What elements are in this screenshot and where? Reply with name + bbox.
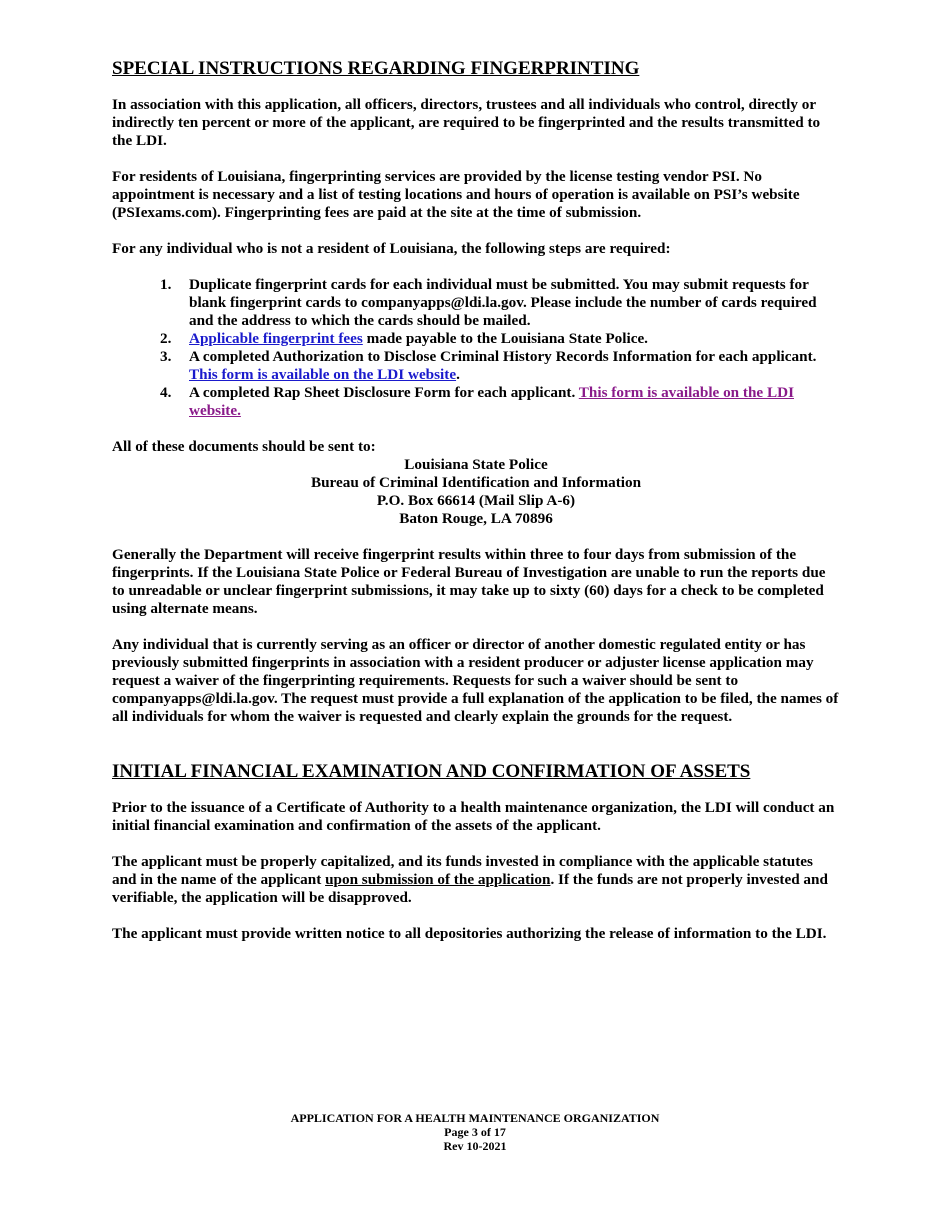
step-number: 2. [160, 330, 172, 347]
step-number: 1. [160, 276, 172, 293]
non-residents-paragraph: For any individual who is not a resident of Louisiana, the following steps are required: [112, 240, 671, 257]
list-item [112, 384, 840, 420]
processing-time-paragraph: Generally the Department will receive fingerprint results within three to four days from submission of the fingerprints. If the Louisiana State Police or Federal Bureau of Investigation are unable to run the reports due to unreadable or unclear fingerprint submissions, it may take up to sixty (60) days for a check to be completed using alternate means. [112, 546, 826, 617]
fingerprint-fees-link[interactable]: Applicable fingerprint fees [189, 330, 363, 347]
depositories-notice-paragraph: The applicant must provide written notice to all depositories authorizing the release of information to the LDI. [112, 925, 827, 942]
address-line: P.O. Box 66614 (Mail Slip A-6) [376, 492, 576, 509]
footer-page-number: Page 3 of 17 [444, 1125, 506, 1139]
mailing-address [112, 456, 840, 528]
capitalization-text-end: . If the funds are not properly invested and verifiable, the application will be disapproved. [112, 871, 828, 906]
fingerprint-requirement-paragraph: In association with this application, all officers, directors, trustees and all individuals who control, directly or indirectly ten percent or more of the applicant, are required to be fingerprinted and the results transmitted to the LDI. [112, 96, 821, 149]
list-item [112, 330, 840, 348]
capitalization-paragraph [112, 853, 840, 907]
step-text-end: . [456, 366, 460, 383]
required-steps-list [112, 276, 840, 420]
waiver-paragraph: Any individual that is currently serving as an officer or director of another domestic regulated entity or has previously submitted fingerprints in association with a resident producer or adjuster license application may request a waiver of the fingerprinting requirements. Requests for such a waiver should be sent to companyapps@ldi.la.gov. The request must provide a full explanation of the application to be filed, the names of all individuals for whom the waiver is requested and clearly explain the grounds for the request. [112, 636, 839, 725]
list-item [112, 276, 840, 330]
step-number: 3. [160, 348, 172, 365]
send-to-label: All of these documents should be sent to: [112, 438, 376, 455]
fingerprinting-heading: SPECIAL INSTRUCTIONS REGARDING FINGERPRINTING [112, 58, 640, 79]
page-footer [0, 1111, 950, 1153]
address-line: Bureau of Criminal Identification and Information [310, 474, 642, 491]
step-text: Duplicate fingerprint cards for each individual must be submitted. You may submit requests for blank fingerprint cards to companyapps@ldi.la.gov. Please include the number of cards required and the address to which the cards should be mailed. [189, 276, 817, 329]
footer-revision: Rev 10-2021 [443, 1139, 507, 1153]
step-number: 4. [160, 384, 172, 401]
capitalization-underlined-text: upon submission of the application [325, 871, 551, 888]
financial-examination-heading: INITIAL FINANCIAL EXAMINATION AND CONFIRMATION OF ASSETS [112, 761, 751, 782]
rap-sheet-form-link[interactable]: This form is available on the LDI website. [189, 384, 794, 419]
authorization-form-link[interactable]: This form is available on the LDI website [189, 366, 457, 383]
examination-paragraph: Prior to the issuance of a Certificate of Authority to a health maintenance organization, the LDI will conduct an initial financial examination and confirmation of the assets of the applicant. [112, 799, 835, 834]
address-line: Louisiana State Police [404, 456, 548, 473]
address-line: Baton Rouge, LA 70896 [399, 510, 553, 527]
capitalization-text: The applicant must be properly capitalized, and its funds invested in compliance with the applicable statutes and in the name of the applicant [112, 853, 813, 888]
step-text: A completed Authorization to Disclose Criminal History Records Information for each applicant. [189, 348, 817, 365]
footer-title: APPLICATION FOR A HEALTH MAINTENANCE ORGANIZATION [290, 1111, 660, 1125]
list-item [112, 348, 840, 384]
louisiana-residents-paragraph: For residents of Louisiana, fingerprinting services are provided by the license testing vendor PSI. No appointment is necessary and a list of testing locations and hours of operation is available on PSI’s website (PSIexams.com). Fingerprinting fees are paid at the site at the time of submission. [112, 168, 800, 221]
step-text: made payable to the Louisiana State Police. [362, 330, 648, 347]
step-text: A completed Rap Sheet Disclosure Form for each applicant. [189, 384, 579, 401]
document-page [112, 58, 840, 943]
